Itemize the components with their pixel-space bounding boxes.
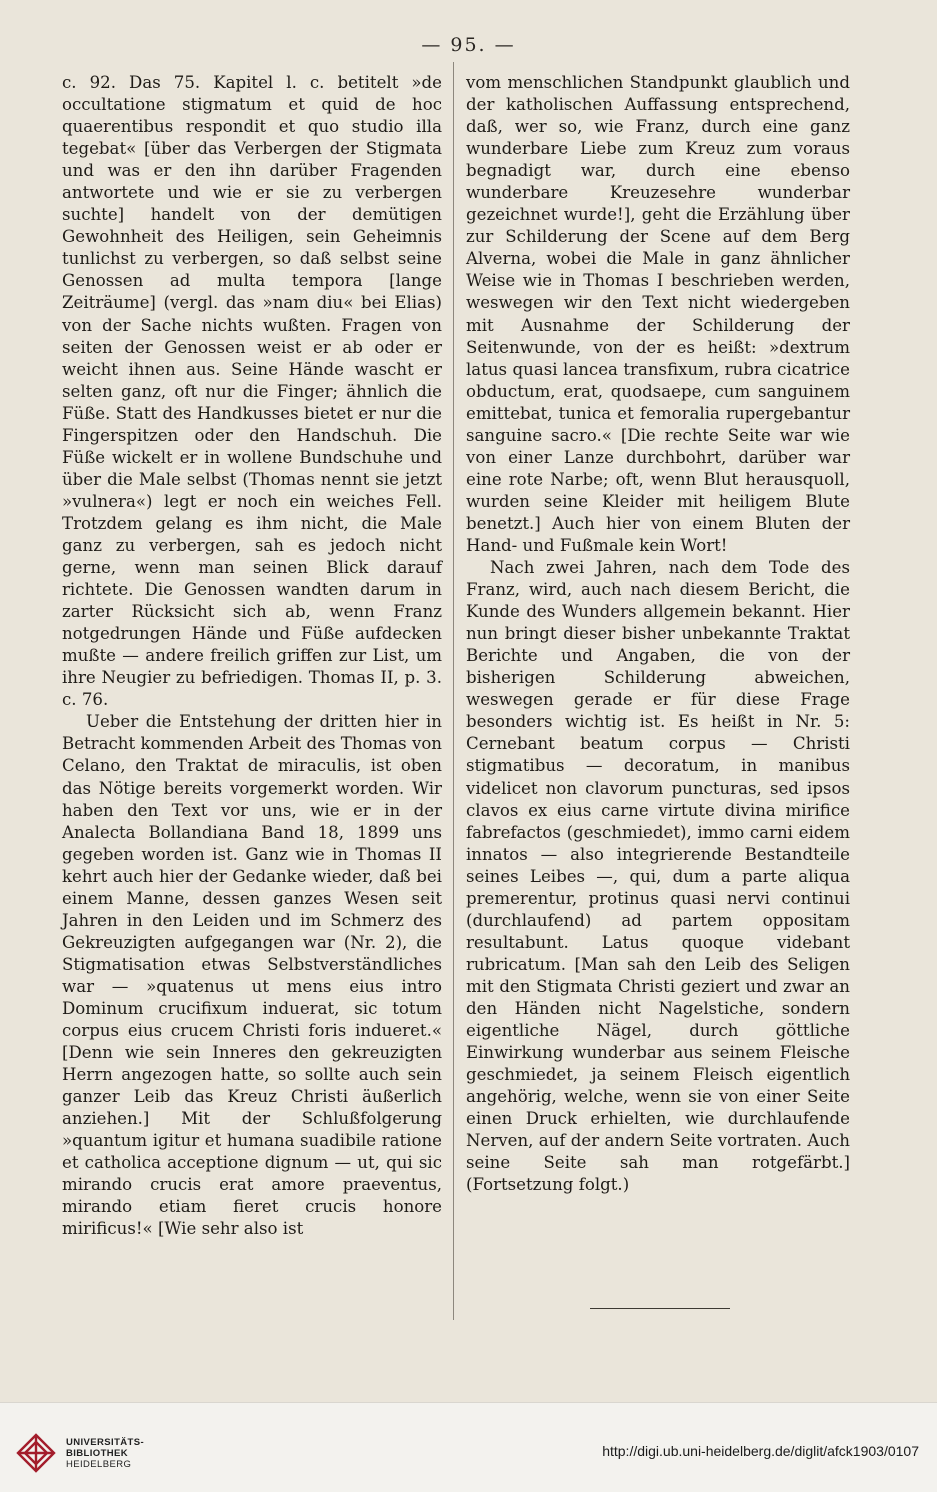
university-logo-icon bbox=[14, 1431, 58, 1475]
right-paragraph-2: Nach zwei Jahren, nach dem Tode des Franz, wird, auch nach diesem Bericht, die Kunde des Wunders allgemein bekannt. Hier nun bringt dieser bisher unbekannte Traktat Berichte und Angaben, die von der bisherigen Schilderung abweichen, weswegen gerade er für diese Frage besonders wichtig ist. Es heißt in Nr. 5: Cernebant beatum corpus — Christi stigmatibus — decoratum, in manibus videlicet non clavorum puncturas, sed ipsos clavos ex eius carne virtute divina mirifice fabrefactos (geschmiedet), immo carni eidem innatos — also integrierende Bestandteile seines Leibes —, qui, dum a parte aliqua premerentur, protinus quasi nervi continui (durchlaufend) ad partem oppositam resultabunt. Latus quoque videbant rubricatum. [Man sah den Leib des Seligen mit den Stigmata Christi geziert und zwar an den Händen nicht Nagelstiche, sondern eigentliche Nägel, durch göttliche Einwirkung wunderbar aus seinem Fleische geschmiedet, ja seinem Fleisch eigentlich angehörig, welche, wenn sie von einer Seite einen Druck erhielten, wie durchlaufende Nerven, auf der andern Seite vortraten. Auch seine Seite sah man rotgefärbt.] (Fortsetzung folgt.) bbox=[466, 558, 850, 1195]
page-number: — 95. — bbox=[421, 34, 516, 56]
end-rule bbox=[590, 1308, 730, 1309]
left-paragraph-2: Ueber die Entstehung der dritten hier in Betracht kommenden Arbeit des Thomas von Celano, den Traktat de miraculis, ist oben das Nötige bereits vorgemerkt worden. Wir haben den Text vor uns, wie er in der Analecta Bollandiana Band 18, 1899 uns gegeben worden ist. Ganz wie in Thomas II kehrt auch hier der Gedanke wieder, daß bei einem Manne, dessen ganzes Wesen seit Jahren in den Leiden und im Schmerz des Gekreuzigten aufgegangen war (Nr. 2), die Stigmatisation etwas Selbstverständliches war — »quatenus ut mens eius intro Dominum crucifixum induerat, sic totum corpus eius crucem Christi foris indueret.« [Denn wie sein Inneres den gekreuzigten Herrn angezogen hatte, so sollte auch sein ganzer Leib das Kreuz Christi äußerlich anziehen.] Mit der Schlußfolgerung »quantum igitur et humana suadibile ratione et catholica acceptione dignum — ut, qui sic mirando crucis erat amore praeventus, mirando etiam fieret crucis honore mirificus!« [Wie sehr also ist bbox=[62, 712, 442, 1239]
library-name-line-3: HEIDELBERG bbox=[66, 1459, 132, 1470]
left-paragraph-1: c. 92. Das 75. Kapitel l. c. betitelt »de occultatione stigmatum et quid de hoc quaerentibus respondit et quo studio illa tegebat« [über das Verbergen der Stigmata und was er den ihn darüber Fragenden antwortete und wie er sie zu verbergen suchte] handelt von der demütigen Gewohnheit des Heiligen, sein Geheimnis tunlichst zu verbergen, so daß selbst seine Genossen ad multa tempora [lange Zeiträume] (vergl. das »nam diu« bei Elias) von der Sache nichts wußten. Fragen von seiten der Genossen weist er ab oder er weicht ihnen aus. Seine Hände wascht er selten ganz, oft nur die Finger; ähnlich die Füße. Statt des Handkusses bietet er nur die Fingerspitzen oder den Handschuh. Die Füße wickelt er in wollene Bundschuhe und über die Male selbst (Thomas nennt sie jetzt »vulnera«) legt er noch ein weiches Fell. Trotzdem gelang es ihm nicht, die Male ganz zu verbergen, sah es jedoch nicht gerne, wenn man seinen Blick darauf richtete. Die Genossen wandten darum in zarter Rücksicht sich ab, wenn Franz notgedrungen Hände und Füße aufdecken mußte — andere freilich griffen zur List, um ihre Neugier zu befriedigen. Thomas II, p. 3. c. 76. bbox=[62, 73, 442, 710]
footer-bar bbox=[0, 1402, 937, 1492]
left-column bbox=[62, 72, 442, 1240]
library-name-line-1: UNIVERSITÄTS- bbox=[66, 1437, 145, 1448]
right-column bbox=[466, 72, 850, 1196]
source-url-link[interactable]: http://digi.ub.uni-heidelberg.de/diglit/afck1903/0107 bbox=[602, 1443, 919, 1459]
column-divider bbox=[453, 62, 454, 1320]
library-name bbox=[66, 1437, 144, 1470]
library-name-line-2: BIBLIOTHEK bbox=[66, 1448, 129, 1459]
right-paragraph-1: vom menschlichen Standpunkt glaublich und der katholischen Auffassung entsprechend, daß, wer so, wie Franz, durch eine ganz wunderbare Liebe zum Kreuz zum voraus begnadigt war, durch eine ebenso wunderbare Kreuzesehre wunderbar gezeichnet wurde!], geht die Erzählung über zur Schilderung der Scene auf dem Berg Alverna, wobei die Male in ganz ähnlicher Weise wie in Thomas I beschrieben werden, weswegen wir den Text nicht wiedergeben mit Ausnahme der Schilderung der Seitenwunde, von der es heißt: »dextrum latus quasi lancea transfixum, rubra cicatrice obductum, erat, quodsaepe, cum sanguinem emittebat, tunica et femoralia rupergebantur sanguine sacro.« [Die rechte Seite war wie von einer Lanze durchbohrt, darüber war eine rote Narbe; oft, wenn Blut herausquoll, wurden seine Kleider mit heiligem Blute benetzt.] Auch hier von einem Bluten der Hand- und Fußmale kein Wort! bbox=[466, 73, 850, 555]
